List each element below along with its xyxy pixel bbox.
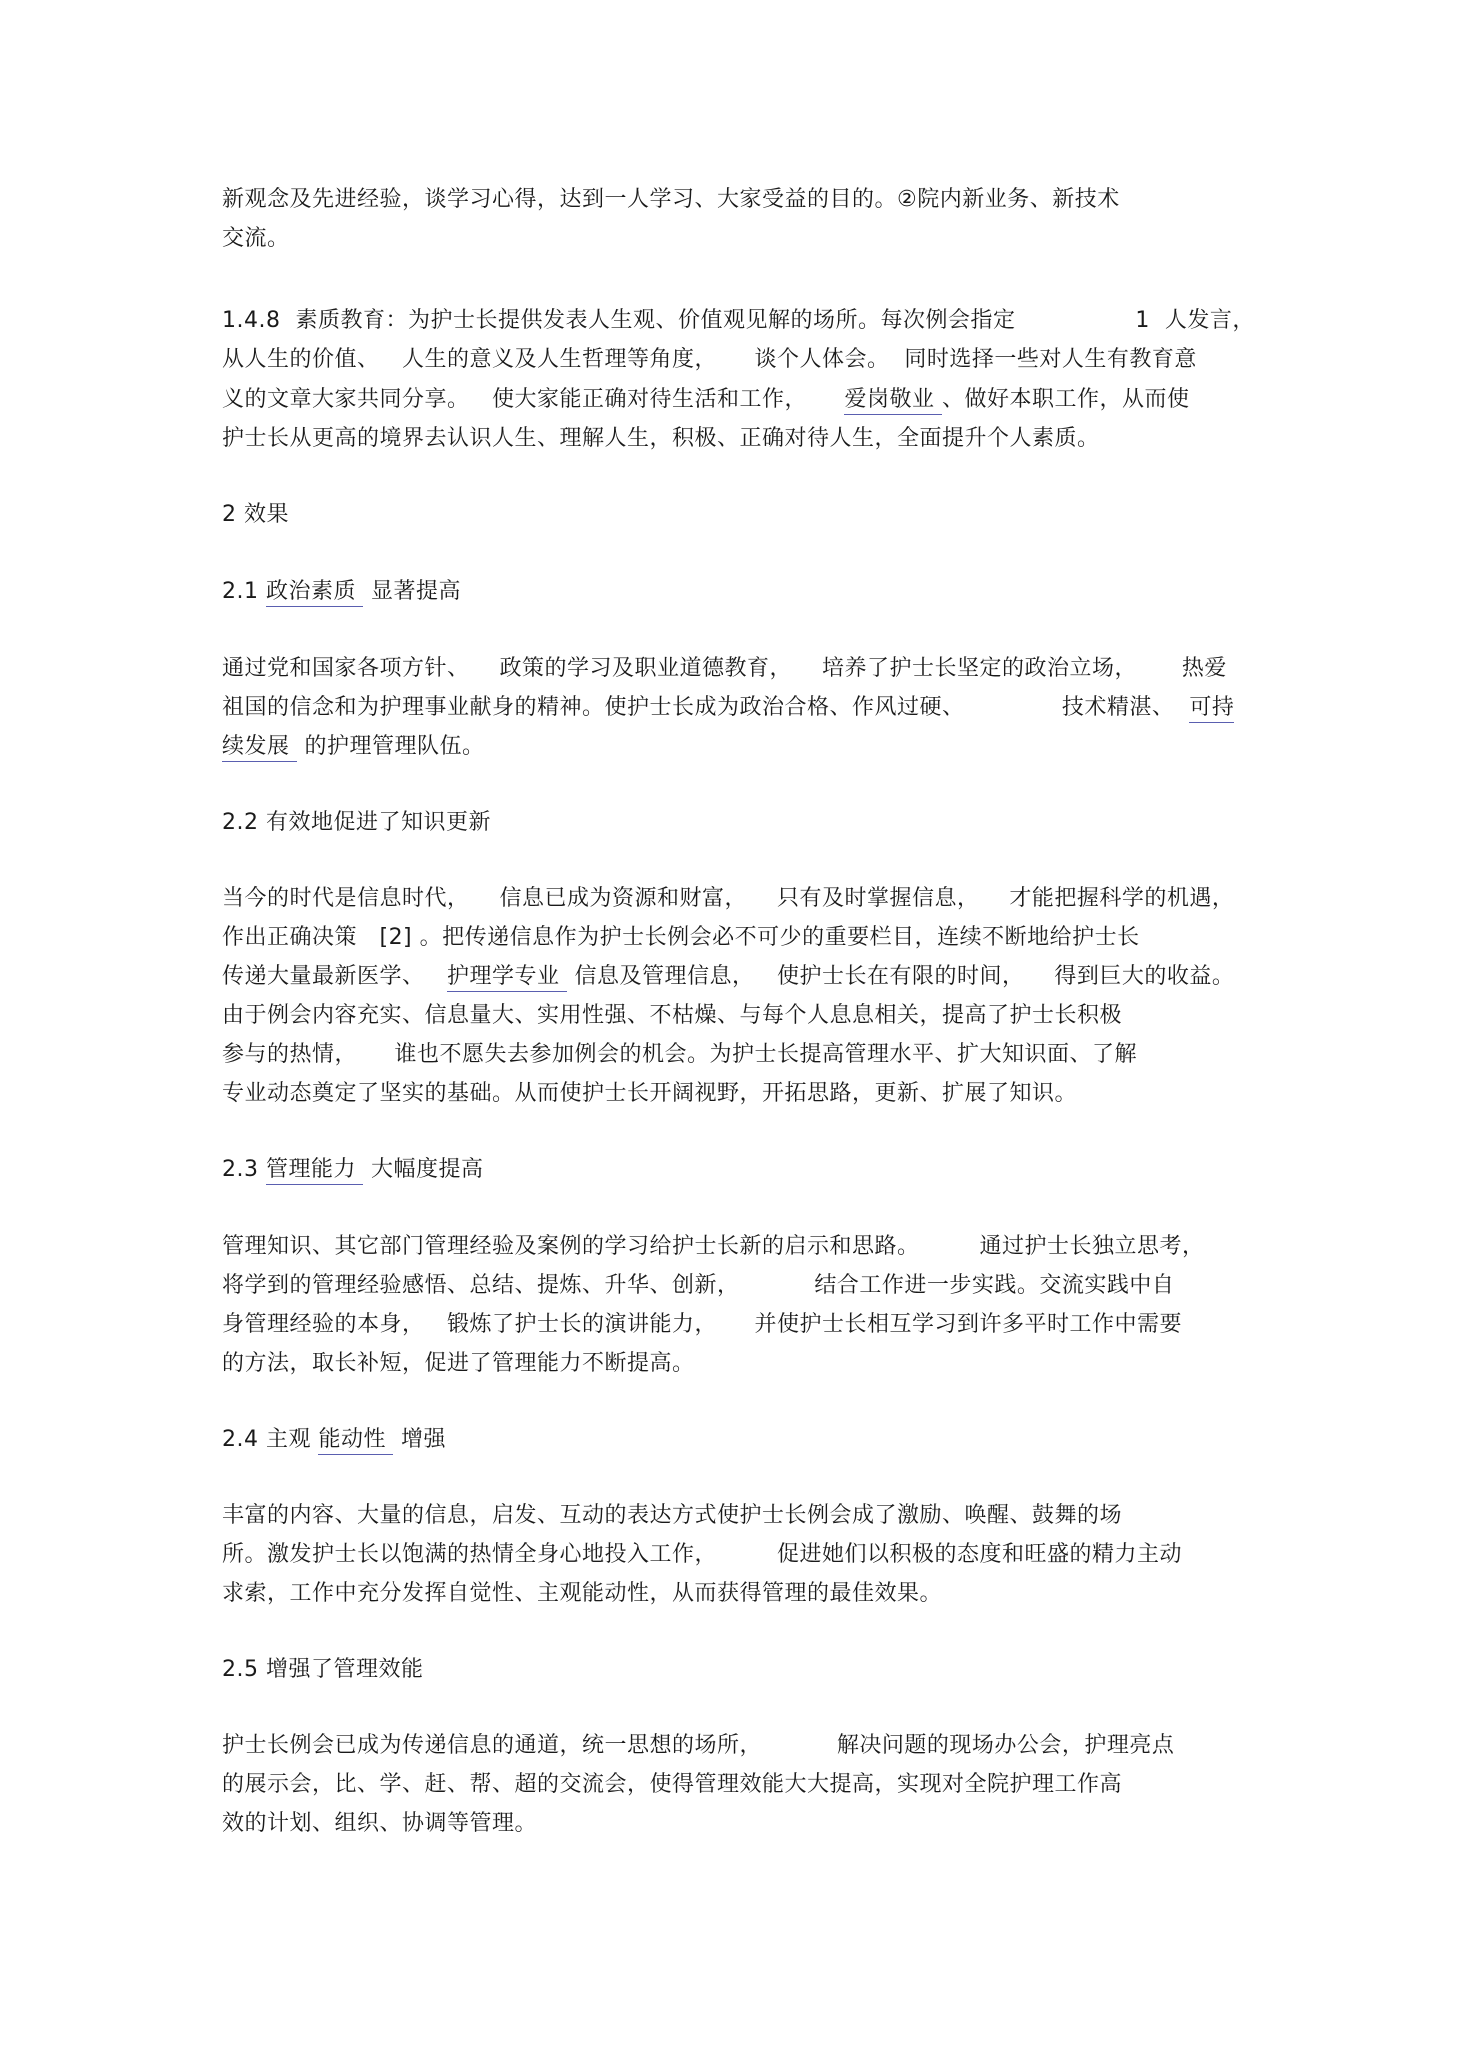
text: 义的文章大家共同分享。 使大家能正确对待生活和工作， [222, 387, 845, 412]
paragraph-line: 专业动态奠定了坚实的基础。从而使护士长开阔视野，开拓思路，更新、扩展了知识。 [222, 1081, 1078, 1106]
paragraph-line: 将学到的管理经验感悟、总结、提炼、升华、创新， 结合工作进一步实践。交流实践中自 [222, 1273, 1175, 1298]
text: 信息及管理信息， 使护士长在有限的时间， 得到巨大的收益。 [566, 964, 1235, 989]
subsection-heading [222, 577, 461, 607]
paragraph-line: 新观念及先进经验，谈学习心得，达到一人学习、大家受益的目的。②院内新业务、新技术 [222, 187, 1120, 212]
keyword-link[interactable]: 可持 [1189, 695, 1234, 723]
keyword-link[interactable]: 续发展 [222, 734, 297, 762]
text: 祖国的信念和为护理事业献身的精神。使护士长成为政治合格、作风过硬、 技术精湛、 [222, 695, 1190, 720]
keyword-link[interactable]: 能动性 [318, 1427, 393, 1455]
heading-number: 2.4 主观 [222, 1427, 319, 1452]
paragraph-line: 效的计划、组织、协调等管理。 [222, 1811, 538, 1836]
heading-text: 大幅度提高 [363, 1157, 484, 1182]
text: 的护理管理队伍。 [297, 734, 485, 759]
heading-text: 增强 [393, 1427, 446, 1452]
paragraph-line: 1.4.8 素质教育：为护士长提供发表人生观、价值观见解的场所。每次例会指定 1 人发言， [222, 308, 1255, 333]
text: 传递大量最新医学、 [222, 964, 447, 989]
subsection-heading [222, 1155, 483, 1185]
subsection-heading: 2.5 增强了管理效能 [222, 1657, 424, 1682]
heading-text: 显著提高 [363, 579, 461, 604]
subsection-heading [222, 1425, 446, 1455]
paragraph-line: 参与的热情， 谁也不愿失去参加例会的机会。为护士长提高管理水平、扩大知识面、了解 [222, 1042, 1137, 1067]
heading-number: 2.3 [222, 1157, 266, 1182]
heading-number: 2.1 [222, 579, 266, 604]
keyword-link[interactable]: 护理学专业 [447, 964, 567, 992]
text: 、做好本职工作，从而使 [941, 387, 1190, 412]
paragraph-line: 的展示会，比、学、赶、帮、超的交流会，使得管理效能大大提高，实现对全院护理工作高 [222, 1772, 1123, 1797]
paragraph-line: 由于例会内容充实、信息量大、实用性强、不枯燥、与每个人息息相关，提高了护士长积极 [222, 1003, 1123, 1028]
paragraph-line [222, 385, 1189, 415]
paragraph-line: 作出正确决策 [2] 。把传递信息作为护士长例会必不可少的重要栏目，连续不断地给护士长 [222, 925, 1140, 950]
paragraph-line: 护士长例会已成为传递信息的通道，统一思想的场所， 解决问题的现场办公会，护理亮点 [222, 1733, 1175, 1758]
keyword-link[interactable]: 政治素质 [266, 579, 364, 607]
paragraph-line: 从人生的价值、 人生的意义及人生哲理等角度， 谈个人体会。 同时选择一些对人生有教育意 [222, 347, 1197, 372]
paragraph-line: 通过党和国家各项方针、 政策的学习及职业道德教育， 培养了护士长坚定的政治立场， 热爱 [222, 656, 1227, 681]
keyword-link[interactable]: 爱岗敬业 [844, 387, 942, 415]
paragraph-line [222, 962, 1234, 992]
paragraph-line: 所。激发护士长以饱满的热情全身心地投入工作， 促进她们以积极的态度和旺盛的精力主动 [222, 1542, 1182, 1567]
paragraph-line: 护士长从更高的境界去认识人生、理解人生，积极、正确对待人生，全面提升个人素质。 [222, 426, 1100, 451]
paragraph-line: 管理知识、其它部门管理经验及案例的学习给护士长新的启示和思路。 通过护士长独立思考， [222, 1234, 1205, 1259]
paragraph-line: 当今的时代是信息时代， 信息已成为资源和财富， 只有及时掌握信息， 才能把握科学的机遇， [222, 886, 1235, 911]
paragraph-line [222, 732, 485, 762]
paragraph-line: 身管理经验的本身， 锻炼了护士长的演讲能力， 并使护士长相互学习到许多平时工作中需要 [222, 1312, 1182, 1337]
subsection-heading: 2.2 有效地促进了知识更新 [222, 810, 491, 835]
paragraph-line: 交流。 [222, 226, 290, 251]
paragraph-line [222, 693, 1234, 723]
keyword-link[interactable]: 管理能力 [266, 1157, 364, 1185]
section-heading: 2 效果 [222, 502, 289, 527]
paragraph-line: 丰富的内容、大量的信息，启发、互动的表达方式使护士长例会成了激励、唤醒、鼓舞的场 [222, 1503, 1123, 1528]
paragraph-line: 求索，工作中充分发挥自觉性、主观能动性，从而获得管理的最佳效果。 [222, 1581, 943, 1606]
paragraph-line: 的方法，取长补短，促进了管理能力不断提高。 [222, 1351, 695, 1376]
